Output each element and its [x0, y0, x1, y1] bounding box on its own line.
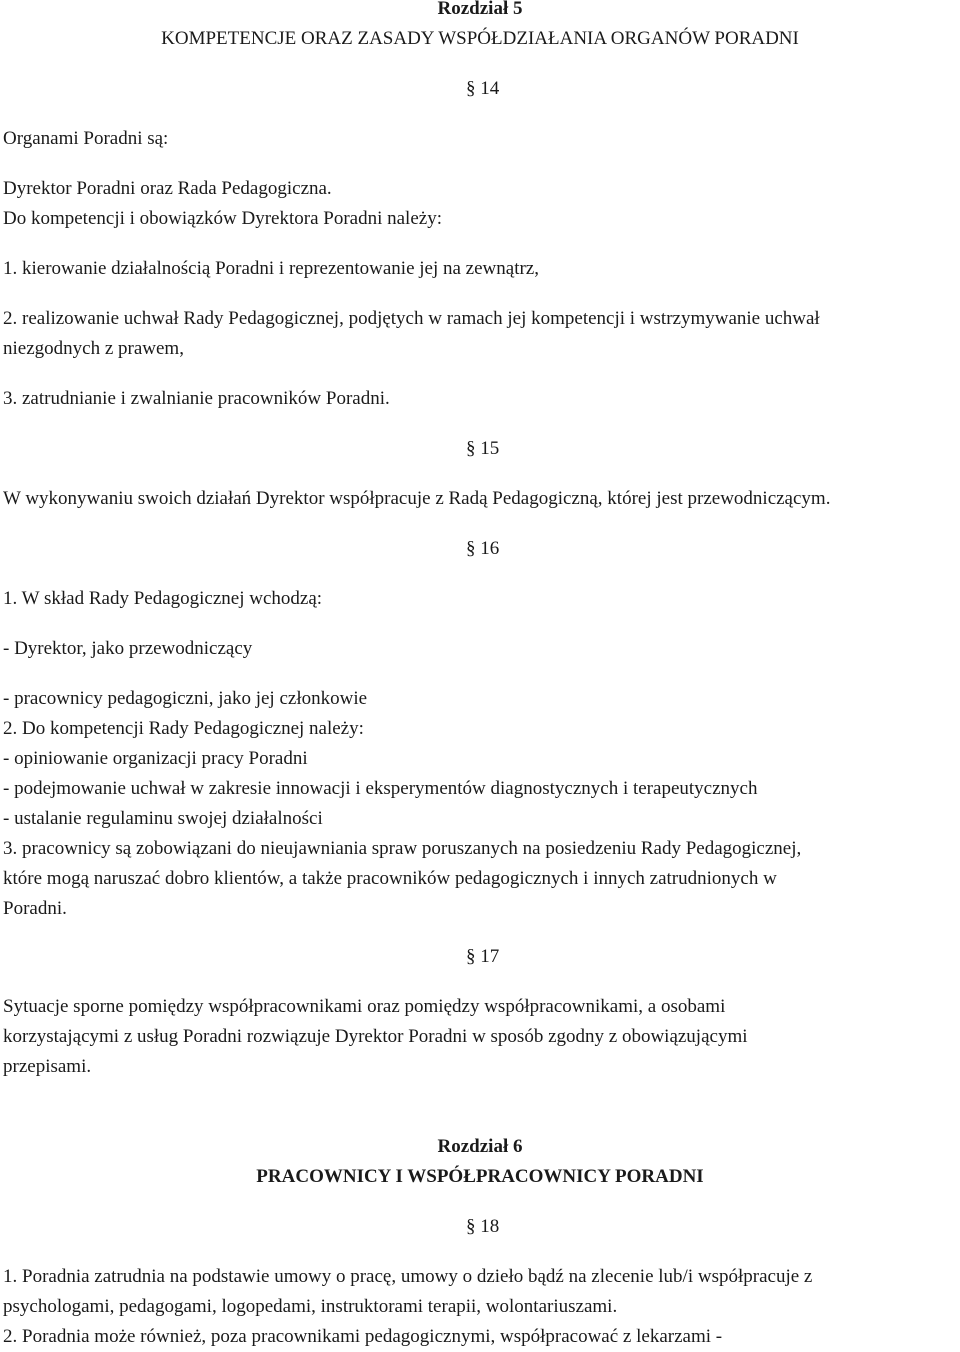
section-18-heading: § 18	[466, 1216, 500, 1237]
paragraph-line: Organami Poradni są:	[3, 128, 169, 149]
list-item-continuation: psychologami, pedagogami, logopedami, instruktorami terapii, wolontariuszami.	[3, 1296, 618, 1317]
list-item-continuation: niezgodnych z prawem,	[3, 338, 184, 359]
list-item: - ustalanie regulaminu swojej działalności	[3, 808, 323, 829]
paragraph-line: Do kompetencji i obowiązków Dyrektora Poradni należy:	[3, 208, 442, 229]
list-item: 2. Poradnia może również, poza pracownikami pedagogicznymi, współpracować z lekarzami -	[3, 1326, 723, 1347]
paragraph-line: Sytuacje sporne pomiędzy współpracownikami oraz pomiędzy współpracownikami, a osobami	[3, 996, 726, 1017]
list-item: 2. Do kompetencji Rady Pedagogicznej należy:	[3, 718, 364, 739]
chapter-5-title: KOMPETENCJE ORAZ ZASADY WSPÓŁDZIAŁANIA ORGANÓW PORADNI	[161, 28, 799, 49]
list-item: 3. zatrudnianie i zwalnianie pracowników Poradni.	[3, 388, 390, 409]
section-17-heading: § 17	[466, 946, 500, 967]
list-item: - podejmowanie uchwał w zakresie innowacji i eksperymentów diagnostycznych i terapeutycznych	[3, 778, 758, 799]
paragraph-line: Dyrektor Poradni oraz Rada Pedagogiczna.	[3, 178, 332, 199]
list-item: - Dyrektor, jako przewodniczący	[3, 638, 253, 659]
list-item: 2. realizowanie uchwał Rady Pedagogicznej, podjętych w ramach jej kompetencji i wstrzymywanie uchwał	[3, 308, 820, 329]
section-15-heading: § 15	[466, 438, 500, 459]
list-item: - pracownicy pedagogiczni, jako jej członkowie	[3, 688, 368, 709]
paragraph-line: W wykonywaniu swoich działań Dyrektor współpracuje z Radą Pedagogiczną, której jest przewodniczącym.	[3, 488, 831, 509]
chapter-6-title: PRACOWNICY I WSPÓŁPRACOWNICY PORADNI	[256, 1166, 704, 1187]
paragraph-line: korzystającymi z usług Poradni rozwiązuje Dyrektor Poradni w sposób zgodny z obowiązującymi	[3, 1026, 748, 1047]
section-14-heading: § 14	[466, 78, 500, 99]
chapter-6-label: Rozdział 6	[437, 1136, 523, 1157]
chapter-5-label: Rozdział 5	[437, 0, 523, 19]
section-16-heading: § 16	[466, 538, 500, 559]
list-item: 1. Poradnia zatrudnia na podstawie umowy o pracę, umowy o dzieło bądź na zlecenie lub/i współpracuje z	[3, 1266, 813, 1287]
list-item: 1. W skład Rady Pedagogicznej wchodzą:	[3, 588, 323, 609]
list-item: - opiniowanie organizacji pracy Poradni	[3, 748, 308, 769]
list-item-continuation: które mogą naruszać dobro klientów, a także pracowników pedagogicznych i innych zatrudnionych w	[3, 868, 777, 889]
paragraph-line: przepisami.	[3, 1056, 92, 1077]
list-item: 1. kierowanie działalnością Poradni i reprezentowanie jej na zewnątrz,	[3, 258, 539, 279]
list-item-continuation: Poradni.	[3, 898, 67, 919]
list-item: 3. pracownicy są zobowiązani do nieujawniania spraw poruszanych na posiedzeniu Rady Pedagogicznej,	[3, 838, 802, 859]
